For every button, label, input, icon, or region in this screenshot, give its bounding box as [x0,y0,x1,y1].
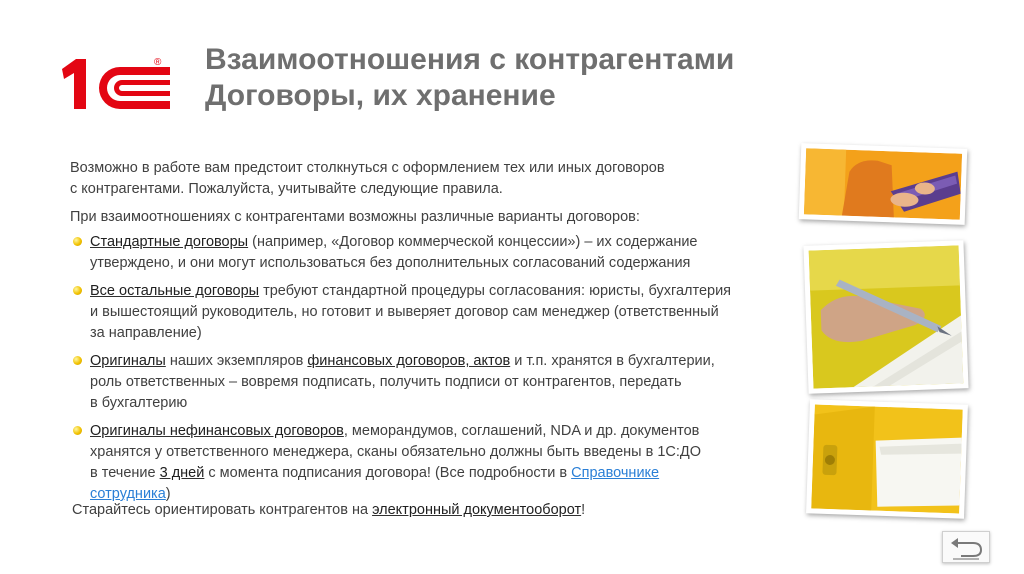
list-item [70,351,785,414]
list-item [70,281,785,344]
bullet-lead: Оригиналы нефинансовых договоров [90,423,344,439]
bullet-text: ) [165,486,171,502]
final-text: ! [581,502,586,518]
list-item [70,232,785,274]
bullet-text: требуют стандартной процедуры согласования: юристы, бухгалтерия [259,283,732,299]
back-button[interactable] [942,531,990,563]
bullet-icon [73,426,82,435]
bullet-lead: Все остальные договоры [90,283,260,299]
bullet-text: в бухгалтерию [90,395,188,411]
final-note [72,500,585,520]
bullet-text: с момента подписания договора! (Все подробности в [204,465,572,481]
bullet-lead: Стандартные договоры [90,234,249,250]
bullet-text: , меморандумов, соглашений, NDA и др. документов [343,423,700,439]
bullet-lead: Оригиналы [90,353,166,369]
bullet-lead-2: финансовых договоров, актов [307,353,511,369]
handbook-link-cont[interactable]: сотрудника [90,486,166,502]
title-line-2: Договоры, их хранение [205,79,556,112]
bullet-text: и т.п. хранятся в бухгалтерии, [510,353,715,369]
bullet-text: в течение [90,465,160,481]
variants-paragraph: При взаимоотношениях с контрагентами возможны различные варианты договоров: [70,209,640,225]
photo-folder [806,399,968,518]
bullet-icon [73,356,82,365]
undo-arrow-icon [943,532,989,562]
logo-1c [58,55,178,117]
pen-photo-illustration [809,245,964,388]
intro-line-1: Возможно в работе вам предстоит столкнуться с оформлением тех или иных договоров [70,160,665,176]
final-text: Старайтесь ориентировать контрагентов на [72,502,373,518]
intro-line-2: с контрагентами. Пожалуйста, учитывайте следующие правила. [70,181,503,197]
bullet-text: утверждено, и они могут использоваться без дополнительных согласований содержания [90,255,691,271]
bullet-text: (например, «Договор коммерческой концессии») – их содержание [248,234,698,250]
bullet-icon [73,237,82,246]
photo-pen-signing [803,240,968,393]
bullet-text: и вышестоящий руководитель, но готовит и выверяет договор сам менеджер (ответственный [90,304,719,320]
days-emphasis: 3 дней [159,465,205,481]
page-title [205,42,734,114]
bullet-icon [73,286,82,295]
registered-mark: ® [154,57,162,68]
bullet-text: хранятся у ответственного менеджера, сканы обязательно должны быть введены в 1С:ДО [90,444,701,460]
list-item [70,421,785,505]
photo-clipboard [799,143,968,225]
folder-photo-illustration [811,404,963,513]
bullet-text: наших экземпляров [165,353,308,369]
intro-paragraph [70,158,785,200]
rules-list [70,232,785,505]
handbook-link[interactable]: Справочнике [571,465,660,481]
logo-1c-mark [58,55,178,117]
bullet-text: за направление) [90,325,202,341]
main-content [70,158,785,512]
bullet-text: роль ответственных – вовремя подписать, получить подписи от контрагентов, передать [90,374,682,390]
clipboard-photo-illustration [804,148,962,219]
title-line-1: Взаимоотношения с контрагентами [205,43,735,76]
final-emphasis: электронный документооборот [372,502,582,518]
